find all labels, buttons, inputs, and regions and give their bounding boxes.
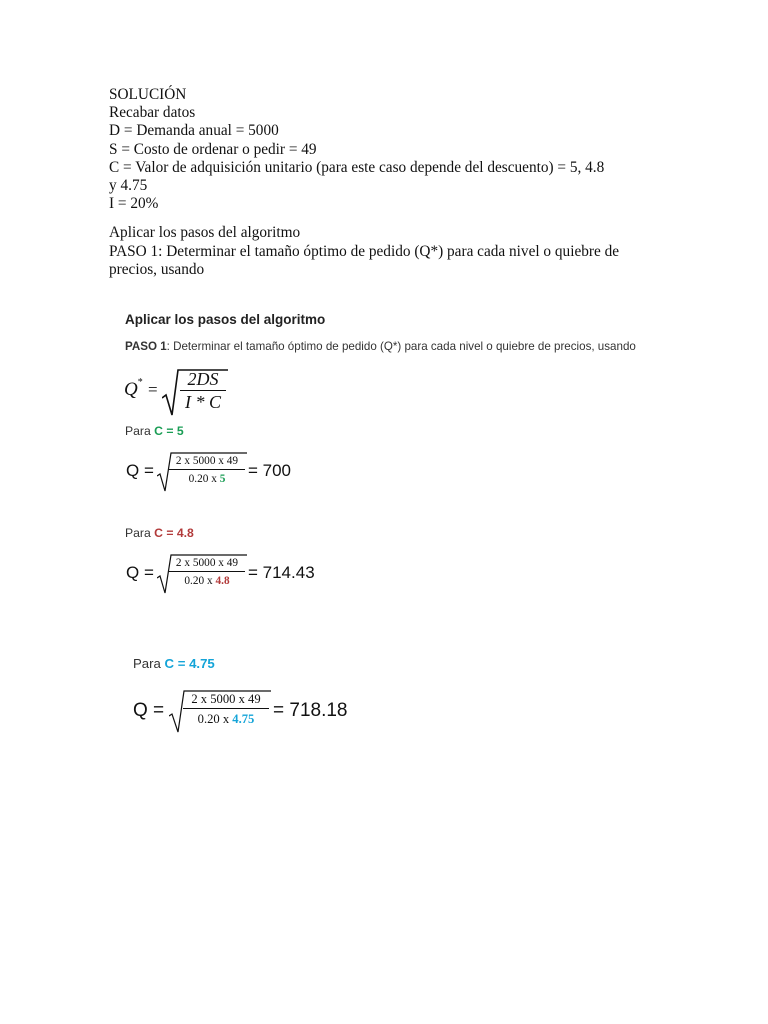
q-calc-c48 <box>126 554 326 596</box>
case-result: = 700 <box>248 461 292 480</box>
data-subtitle: Recabar datos <box>109 104 196 122</box>
image-heading: Aplicar los pasos del algoritmo <box>125 312 326 327</box>
case-denominator: 0.20 x 4.75 <box>197 712 255 726</box>
case-denominator: 0.20 x 4.8 <box>184 575 230 587</box>
formula-star: * <box>137 376 143 388</box>
steps-heading: Aplicar los pasos del algoritmo <box>109 224 301 242</box>
paso-label: PASO 1 <box>125 340 167 353</box>
solution-text <box>109 86 669 279</box>
c-value-label: C = 4.8 <box>154 526 194 540</box>
q-label: Q = <box>133 700 165 721</box>
case-numerator: 2 x 5000 x 49 <box>169 556 245 572</box>
case-fraction <box>169 556 245 588</box>
case-result: = 714.43 <box>248 563 315 582</box>
q-label: Q = <box>126 461 154 480</box>
q-label: Q = <box>126 563 154 582</box>
formula-denominator: I * C <box>185 392 221 412</box>
c-value-label: C = 4.75 <box>164 656 215 671</box>
case-label-c475: Para C = 4.75 <box>133 656 215 671</box>
case-fraction <box>169 454 245 486</box>
case-denominator: 0.20 x 5 <box>188 473 226 485</box>
order-cost-line: S = Costo de ordenar o pedir = 49 <box>109 140 317 158</box>
case-result: = 718.18 <box>273 700 348 721</box>
c-value-label: C = 5 <box>154 424 184 438</box>
demand-line: D = Demanda anual = 5000 <box>109 122 279 140</box>
unit-cost-line: C = Valor de adquisición unitario (para este caso depende del descuento) = 5, 4.8 <box>109 158 605 176</box>
formula-equals: = <box>148 380 158 399</box>
case-label-c5: Para C = 5 <box>125 424 184 438</box>
unit-cost-line-cont: y 4.75 <box>109 177 148 195</box>
formula-numerator: 2DS <box>180 368 226 391</box>
formula-q: Q* <box>124 376 143 400</box>
case-numerator: 2 x 5000 x 49 <box>169 454 245 470</box>
q-calc-c5 <box>126 452 306 494</box>
formula-fraction <box>180 368 226 413</box>
q-calc-c475 <box>133 690 363 732</box>
paso1-text: PASO 1: Determinar el tamaño óptimo de pedido (Q*) para cada nivel o quiebre de precios, usando <box>109 242 620 278</box>
interest-line: I = 20% <box>109 195 159 213</box>
solution-title: SOLUCIÓN <box>109 86 187 103</box>
image-paso1 <box>125 340 636 353</box>
case-numerator: 2 x 5000 x 49 <box>183 691 269 709</box>
paso-text: : Determinar el tamaño óptimo de pedido (Q*) para cada nivel o quiebre de precios, usando <box>166 340 636 353</box>
case-fraction <box>183 691 269 727</box>
case-label-c48: Para C = 4.8 <box>125 526 194 540</box>
